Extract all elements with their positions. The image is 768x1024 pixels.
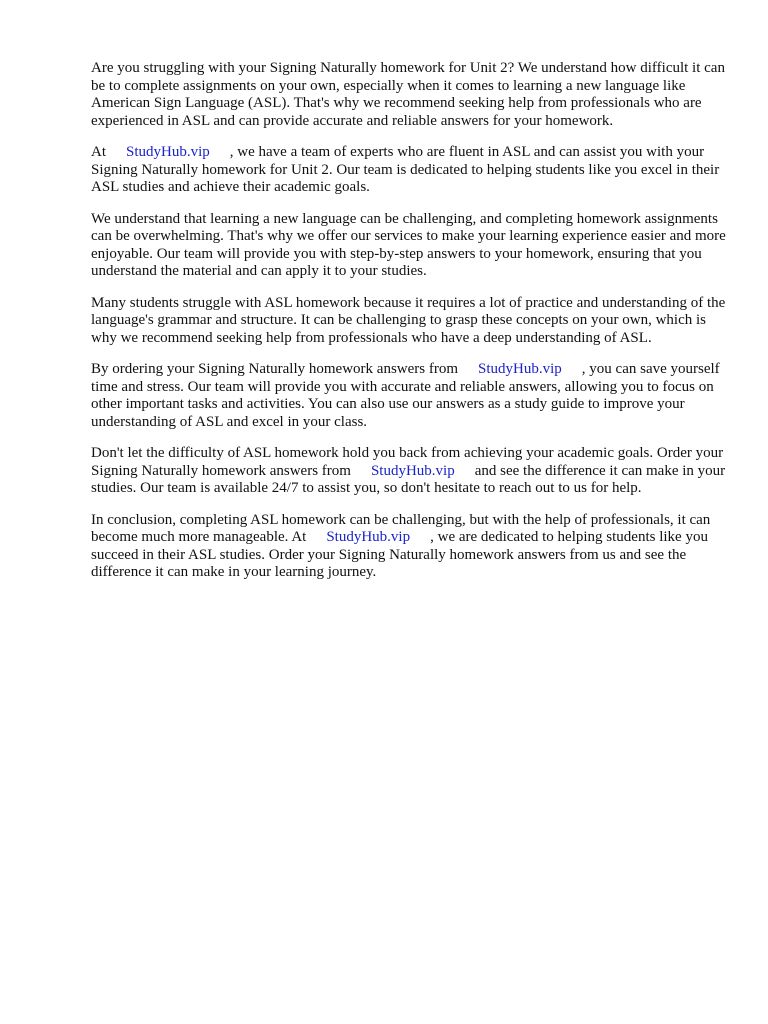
studyhub-link[interactable]: StudyHub.vip	[126, 144, 210, 160]
paragraph-text: In conclusion, completing ASL homework can be challenging, but with the help of professionals, it can become much more manageable. At	[91, 511, 711, 545]
studyhub-link[interactable]: StudyHub.vip	[478, 361, 562, 377]
studyhub-link[interactable]: StudyHub.vip	[326, 529, 411, 545]
paragraph-goals	[91, 445, 731, 498]
studyhub-link[interactable]: StudyHub.vip	[370, 462, 455, 479]
document-body	[91, 60, 731, 596]
paragraph-intro: Are you struggling with your Signing Naturally homework for Unit 2? We understand how difficult it can be to complete assignments on your own, especially when it comes to learning a new language like American Sign Language (ASL). That's why we recommend seeking help from professionals who are experienced in ASL and can provide accurate and reliable answers for your homework.	[91, 60, 725, 129]
paragraph-text: and see the difference it can make in your studies. Our team is available 24/7 to assist you, so don't hesitate to reach out to us for help.	[91, 462, 726, 496]
paragraph-text: At	[91, 144, 106, 160]
paragraph-text: , we are dedicated to helping students like you succeed in their ASL studies. Order your Signing Naturally homework answers from us and see the difference it can make in your learning journey.	[91, 529, 708, 580]
paragraph-text: , we have a team of experts who are fluent in ASL and can assist you with your Signing Naturally homework for Unit 2. Our team is dedicated to helping students like you excel in their ASL studies and achieve their academic goals.	[91, 144, 720, 195]
paragraph-text: By ordering your Signing Naturally homework answers from	[91, 361, 459, 377]
paragraph-ordering	[91, 361, 731, 431]
paragraph-text: , you can save yourself time and stress. Our team will provide you with accurate and reliable answers, allowing you to focus on other important tasks and activities. You can also use our answers as a study guide to improve your understanding of ASL and excel in your class.	[91, 361, 720, 430]
paragraph-struggle: Many students struggle with ASL homework because it requires a lot of practice and understanding of the language's grammar and structure. It can be challenging to grasp these concepts on your own, which is why we recommend seeking help from professionals who have a deep understanding of ASL.	[91, 294, 726, 346]
paragraph-services: We understand that learning a new language can be challenging, and completing homework assignments can be overwhelming. That's why we offer our services to make your learning experience easier and more enjoyable. Our team will provide you with step-by-step answers to your homework, ensuring that you understand the material and can apply it to your studies.	[91, 210, 726, 279]
paragraph-text: Don't let the difficulty of ASL homework hold you back from achieving your academic goals. Order your Signing Naturally homework answers from	[91, 445, 724, 479]
paragraph-conclusion	[91, 512, 731, 582]
paragraph-team	[91, 144, 731, 197]
